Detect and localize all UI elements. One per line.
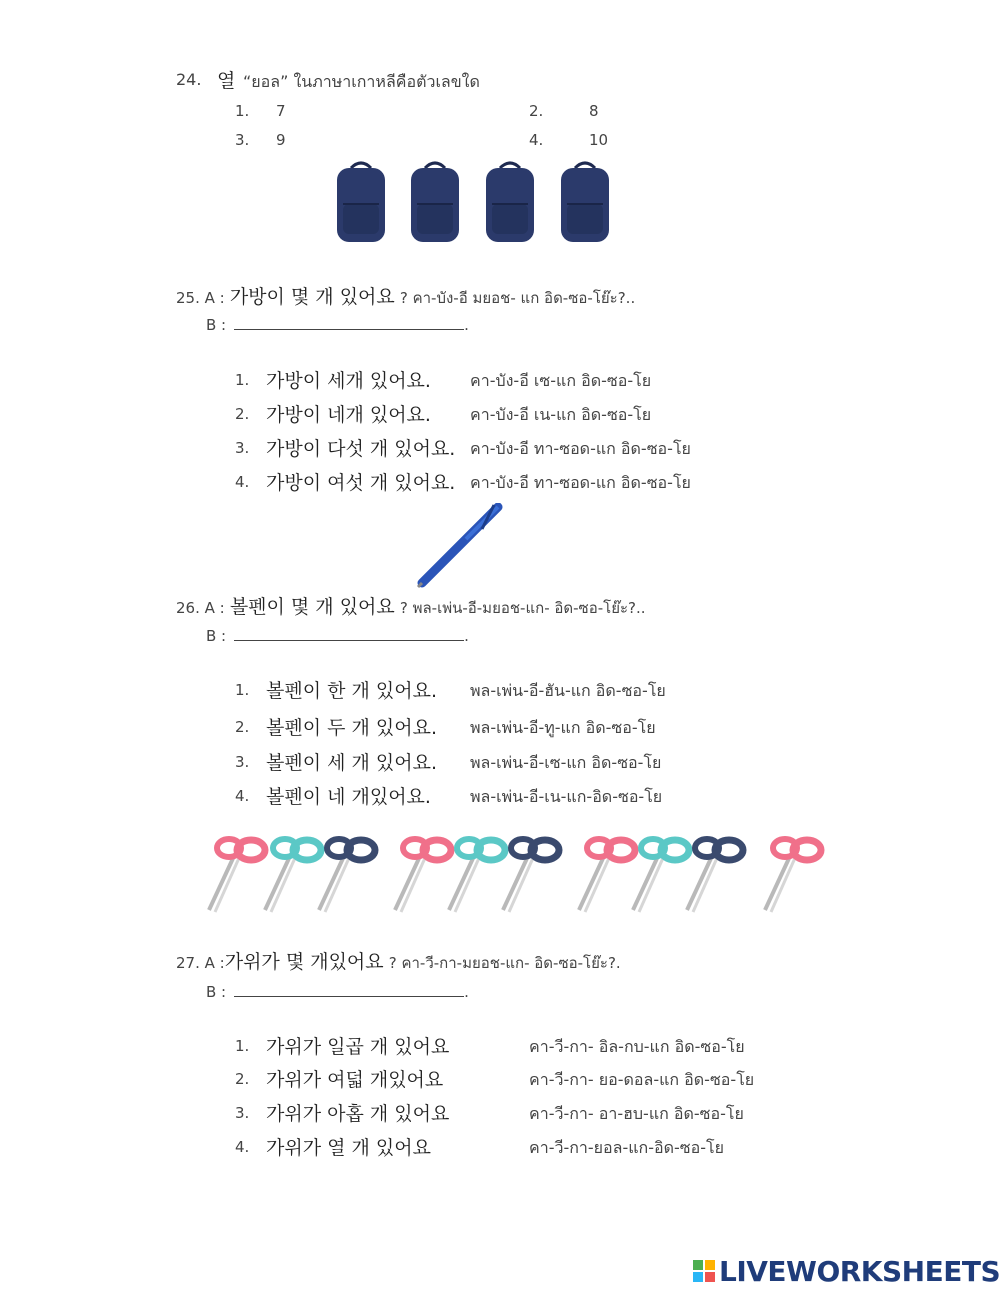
q24-option-value[interactable]: 8 <box>589 102 599 120</box>
q25-korean: 가방이 몇 개 있어요 <box>229 286 395 308</box>
q27-option-thai: คา-วี-กา- ยอ-ดอล-แก อิด-ซอ-โย <box>529 1070 755 1089</box>
q26-answer-blank[interactable] <box>234 628 464 641</box>
q27-answer-line <box>206 983 469 1001</box>
q25-option-number: 2. <box>235 405 250 423</box>
scissors-icon <box>319 839 375 912</box>
q27-korean: 가위가 몇 개있어요 <box>224 951 384 973</box>
scissors-icon <box>395 839 451 912</box>
q26-option-thai: พล-เพ่น-อี-ทู-แก อิด-ซอ-โย <box>470 718 656 737</box>
q25-answer-line <box>206 316 469 334</box>
q25-option-number: 1. <box>235 371 250 389</box>
scissors-icon <box>449 839 505 912</box>
backpack-icon <box>486 163 534 242</box>
q26-korean: 볼펜이 몇 개 있어요 <box>229 596 395 618</box>
q24-option-value[interactable]: 9 <box>276 131 286 149</box>
q27-prefix: 27. A : <box>176 954 225 972</box>
q27-option-number: 2. <box>235 1070 250 1088</box>
q26-b-end: . <box>464 627 469 645</box>
scissors-icon <box>687 839 743 912</box>
q27-option-thai: คา-วี-กา- อิล-กบ-แก อิด-ซอ-โย <box>529 1037 745 1056</box>
q27-option-number: 3. <box>235 1104 250 1122</box>
pen-icon <box>418 505 498 587</box>
q24-korean-word: 열 <box>217 70 236 92</box>
q26-option-korean[interactable]: 볼펜이 세 개 있어요. <box>266 752 437 774</box>
backpacks-image <box>333 160 613 246</box>
q27-thai: ? คา-วี-กา-มยอช-แก- อิด-ซอ-โย๊ะ?. <box>388 954 621 972</box>
q24-option-number: 3. <box>235 131 250 149</box>
q25-answer-blank[interactable] <box>234 317 464 330</box>
q26-option-korean[interactable]: 볼펜이 한 개 있어요. <box>266 680 437 702</box>
q24-option-value[interactable]: 7 <box>276 102 286 120</box>
q27-option-korean[interactable]: 가위가 아홉 개 있어요 <box>266 1103 450 1125</box>
q27-option-korean[interactable]: 가위가 열 개 있어요 <box>266 1137 431 1159</box>
q27-option-korean[interactable]: 가위가 일곱 개 있어요 <box>266 1036 450 1058</box>
q24-option-number: 4. <box>529 131 544 149</box>
q27-answer-blank[interactable] <box>234 984 464 997</box>
scissors-icon <box>633 839 689 912</box>
q27-option-number: 1. <box>235 1037 250 1055</box>
backpack-icon <box>561 163 609 242</box>
scissors-icon <box>265 839 321 912</box>
q27-b-end: . <box>464 983 469 1001</box>
scissors-icon <box>579 839 635 912</box>
q25-question <box>176 282 635 310</box>
q27-option-thai: คา-วี-กา-ยอล-แก-อิด-ซอ-โย <box>529 1138 724 1157</box>
scissors-icon <box>209 839 265 912</box>
q24-question: “ยอล” ในภาษาเกาหลีคือตัวเลขใด <box>243 72 480 91</box>
q26-option-thai: พล-เพ่น-อี-ฮัน-แก อิด-ซอ-โย <box>470 681 666 700</box>
q26-question <box>176 592 646 620</box>
q26-option-number: 3. <box>235 753 250 771</box>
q25-thai: ? คา-บัง-อี มยอช- แก อิด-ซอ-โย๊ะ?.. <box>399 289 636 307</box>
q26-option-korean[interactable]: 볼펜이 네 개있어요. <box>266 786 431 808</box>
q25-option-korean[interactable]: 가방이 다섯 개 있어요. <box>266 438 456 460</box>
q27-question <box>176 947 621 975</box>
q24-option-number: 1. <box>235 102 250 120</box>
q26-option-korean[interactable]: 볼펜이 두 개 있어요. <box>266 717 437 739</box>
q24-option-value[interactable]: 10 <box>589 131 609 149</box>
q25-option-thai: คา-บัง-อี ทา-ซอด-แก อิด-ซอ-โย <box>470 473 691 492</box>
q26-option-number: 4. <box>235 787 250 805</box>
q25-b-end: . <box>464 316 469 334</box>
q24-option-number: 2. <box>529 102 544 120</box>
q26-option-thai: พล-เพ่น-อี-เซ-แก อิด-ซอ-โย <box>470 753 662 772</box>
q26-option-number: 2. <box>235 718 250 736</box>
q24-number: 24. <box>176 70 202 89</box>
q25-option-number: 4. <box>235 473 250 491</box>
liveworksheets-logo-icon <box>693 1260 715 1282</box>
scissors-icon <box>503 839 559 912</box>
q25-b-label: B : <box>206 316 227 334</box>
scissors-icon <box>765 839 821 912</box>
q26-prefix: 26. A : <box>176 599 225 617</box>
q25-option-thai: คา-บัง-อี เน-แก อิด-ซอ-โย <box>470 405 652 424</box>
q27-option-korean[interactable]: 가위가 여덟 개있어요 <box>266 1069 444 1091</box>
q25-option-korean[interactable]: 가방이 네개 있어요. <box>266 404 431 426</box>
scissors-image <box>205 832 837 916</box>
pen-image <box>412 503 508 589</box>
q25-option-number: 3. <box>235 439 250 457</box>
q25-option-korean[interactable]: 가방이 여섯 개 있어요. <box>266 472 456 494</box>
q25-option-korean[interactable]: 가방이 세개 있어요. <box>266 370 431 392</box>
q27-b-label: B : <box>206 983 227 1001</box>
q26-option-number: 1. <box>235 681 250 699</box>
q26-b-label: B : <box>206 627 227 645</box>
backpack-icon <box>411 163 459 242</box>
q26-answer-line <box>206 627 469 645</box>
liveworksheets-logo-text[interactable]: LIVEWORKSHEETS <box>719 1255 1000 1288</box>
q25-prefix: 25. A : <box>176 289 225 307</box>
backpack-icon <box>337 163 385 242</box>
q25-option-thai: คา-บัง-อี ทา-ซอด-แก อิด-ซอ-โย <box>470 439 691 458</box>
q25-option-thai: คา-บัง-อี เซ-แก อิด-ซอ-โย <box>470 371 652 390</box>
q26-thai: ? พล-เพ่น-อี-มยอช-แก- อิด-ซอ-โย๊ะ?.. <box>399 599 646 617</box>
q26-option-thai: พล-เพ่น-อี-เน-แก-อิด-ซอ-โย <box>470 787 663 806</box>
q27-option-number: 4. <box>235 1138 250 1156</box>
q27-option-thai: คา-วี-กา- อา-ฮบ-แก อิด-ซอ-โย <box>529 1104 744 1123</box>
